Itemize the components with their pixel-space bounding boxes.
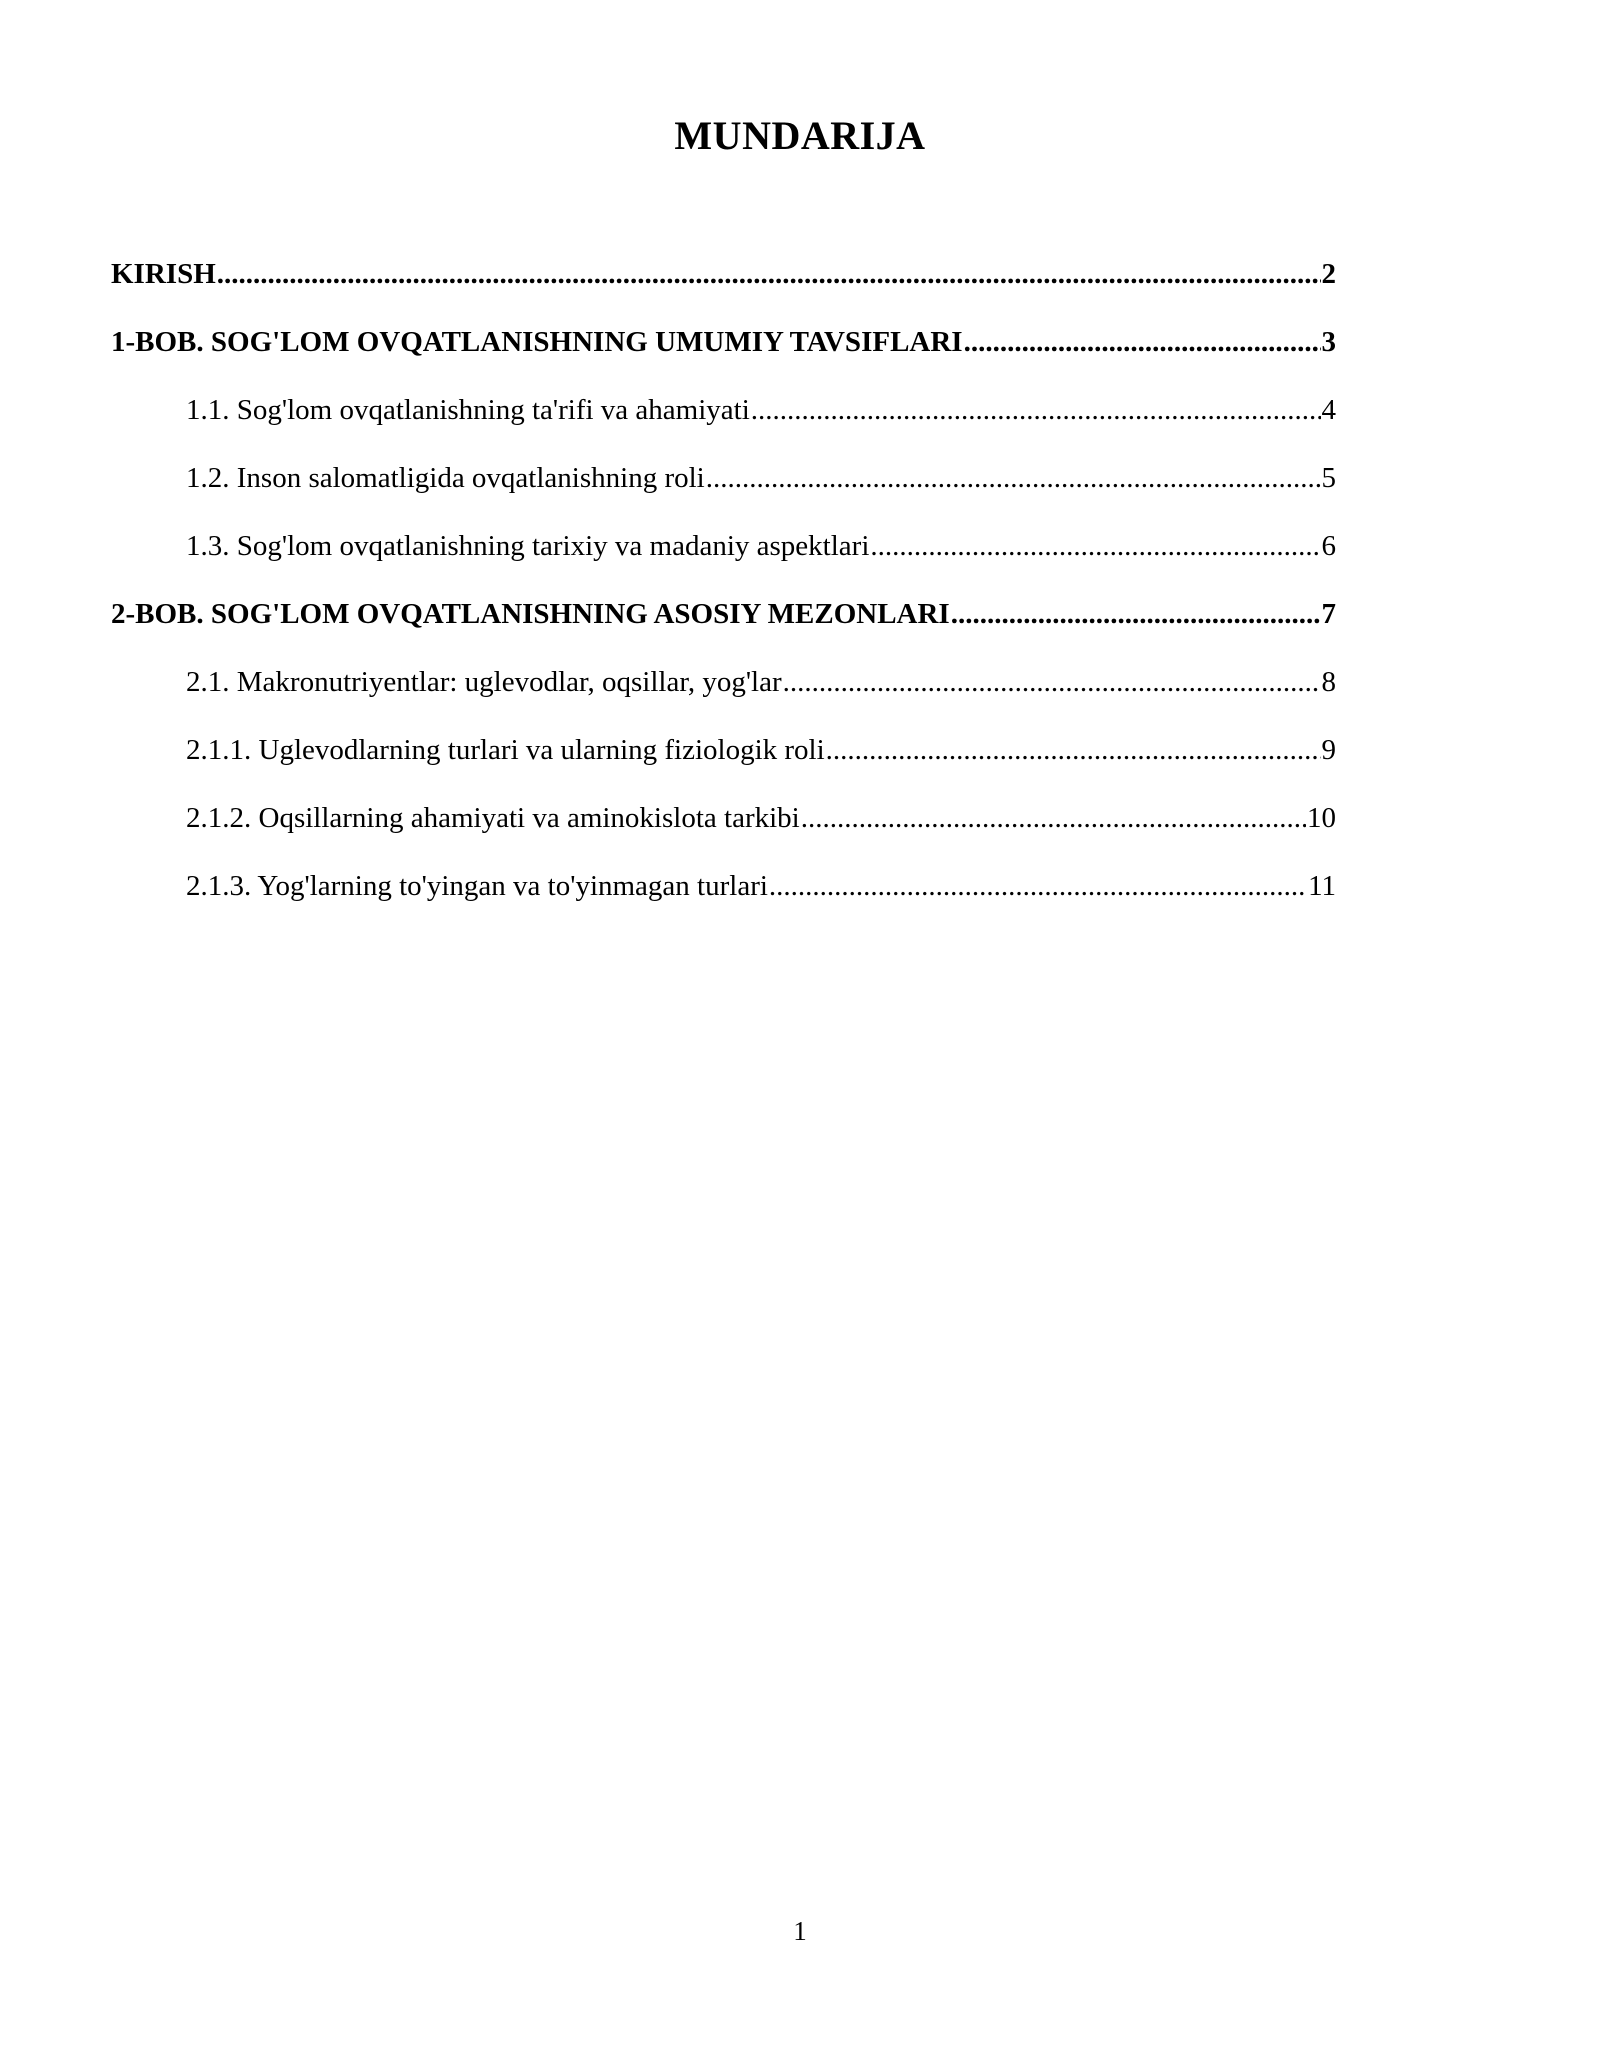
toc-dot-leader	[217, 250, 1321, 298]
toc-entry-section-2-1-3[interactable]	[111, 862, 1336, 930]
toc-dot-leader	[769, 862, 1307, 910]
toc-entry-page: 6	[1321, 530, 1336, 562]
toc-dot-leader	[964, 318, 1321, 366]
page-number: 1	[793, 1916, 807, 1946]
toc-entry-page: 9	[1321, 734, 1336, 766]
toc-dot-leader	[951, 590, 1321, 638]
page-title: MUNDARIJA	[674, 113, 926, 158]
toc-entry-label: 2.1.3. Yog'larning to'yingan va to'yinmagan turlari	[186, 870, 768, 902]
toc-entry-label: 2.1.1. Uglevodlarning turlari va ularning fiziologik roli	[186, 734, 825, 766]
toc-entry-page: 7	[1321, 598, 1336, 630]
toc-dot-leader	[751, 386, 1321, 434]
toc-entry-page: 11	[1308, 870, 1336, 902]
toc-entry-page: 4	[1321, 394, 1336, 426]
toc-entry-section-1-2[interactable]	[111, 454, 1336, 522]
toc-entry-label: 1.1. Sog'lom ovqatlanishning ta'rifi va ahamiyati	[186, 394, 750, 426]
toc-entry-label: 1.3. Sog'lom ovqatlanishning tarixiy va madaniy aspektlari	[186, 530, 870, 562]
toc-entry-page: 2	[1321, 258, 1336, 290]
toc-entry-page: 5	[1321, 462, 1336, 494]
table-of-contents	[111, 250, 1336, 930]
toc-entry-section-2-1-1[interactable]	[111, 726, 1336, 794]
toc-dot-leader	[826, 726, 1321, 774]
toc-dot-leader	[706, 454, 1321, 502]
toc-dot-leader	[783, 658, 1321, 706]
toc-entry-label: 2.1. Makronutriyentlar: uglevodlar, oqsillar, yog'lar	[186, 666, 782, 698]
toc-entry-label: 1.2. Inson salomatligida ovqatlanishning roli	[186, 462, 705, 494]
toc-dot-leader	[870, 522, 1320, 570]
toc-entry-section-2-1-2[interactable]	[111, 794, 1336, 862]
toc-entry-section-1-1[interactable]	[111, 386, 1336, 454]
toc-entry-label: 2.1.2. Oqsillarning ahamiyati va aminokislota tarkibi	[186, 802, 800, 834]
toc-dot-leader	[801, 794, 1306, 842]
toc-entry-kirish[interactable]	[111, 250, 1336, 318]
toc-entry-label: KIRISH	[111, 258, 216, 290]
toc-entry-section-1-3[interactable]	[111, 522, 1336, 590]
toc-entry-label: 1-BOB. SOG'LOM OVQATLANISHNING UMUMIY TAVSIFLARI	[111, 326, 963, 358]
toc-entry-section-2-1[interactable]	[111, 658, 1336, 726]
toc-entry-chapter-1[interactable]	[111, 318, 1336, 386]
toc-entry-page: 3	[1321, 326, 1336, 358]
toc-entry-page: 8	[1321, 666, 1336, 698]
toc-entry-label: 2-BOB. SOG'LOM OVQATLANISHNING ASOSIY MEZONLARI	[111, 598, 950, 630]
toc-entry-chapter-2[interactable]	[111, 590, 1336, 658]
toc-entry-page: 10	[1307, 802, 1336, 834]
